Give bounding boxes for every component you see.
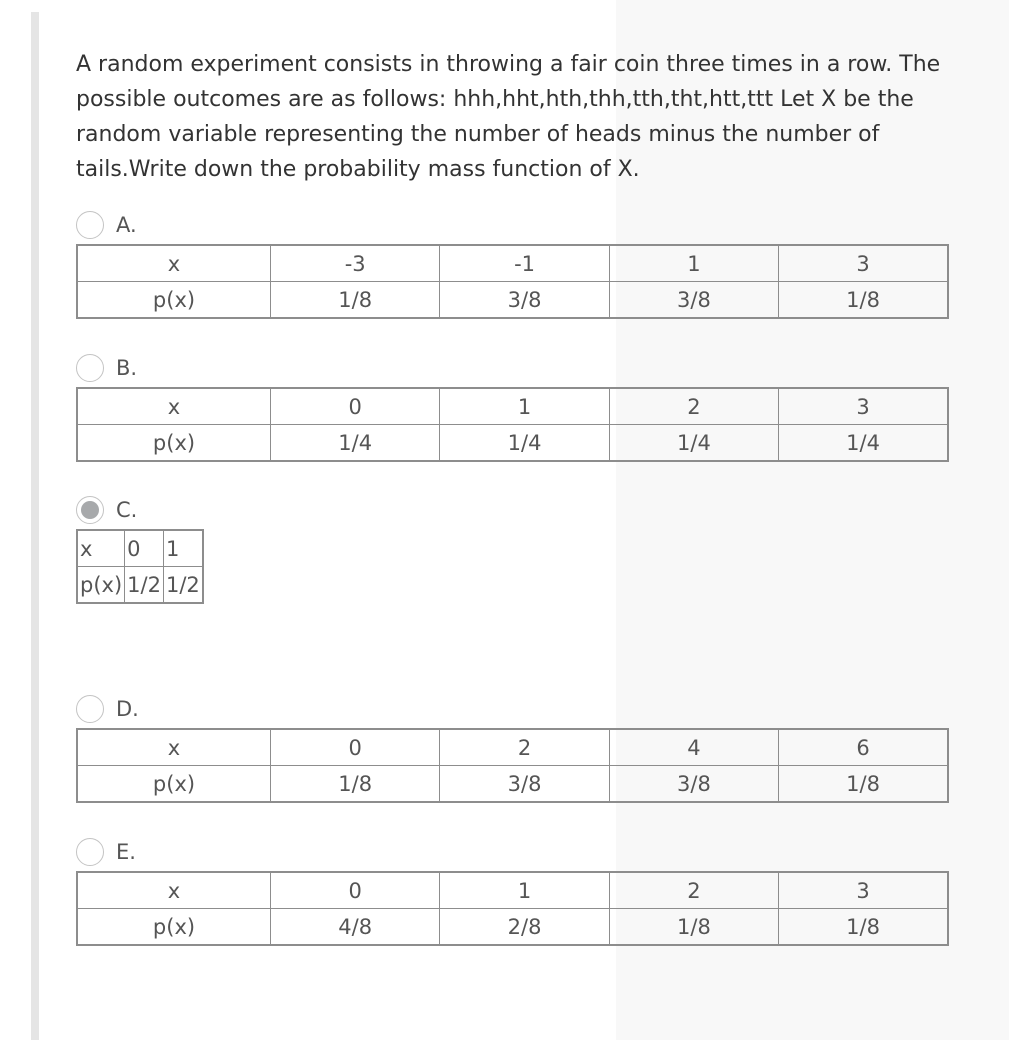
- option-a-head[interactable]: [76, 210, 949, 240]
- x-value-cell: 2: [609, 872, 778, 909]
- p-value-cell: 3/8: [609, 766, 778, 803]
- option-b-radio[interactable]: [76, 354, 104, 382]
- option-b-head[interactable]: [76, 353, 949, 383]
- p-value-cell: 1/2: [125, 567, 164, 604]
- x-value-cell: 0: [125, 530, 164, 567]
- x-header-cell: x: [77, 245, 271, 282]
- p-value-cell: 1/8: [609, 909, 778, 946]
- option-e-table: [76, 871, 949, 946]
- x-value-cell: 3: [779, 245, 948, 282]
- table-row: [77, 425, 948, 462]
- p-header-cell: p(x): [77, 766, 271, 803]
- option-d-radio[interactable]: [76, 695, 104, 723]
- option-b-table: [76, 387, 949, 462]
- table-row: [77, 567, 203, 604]
- x-value-cell: 1: [440, 872, 609, 909]
- x-value-cell: 0: [271, 388, 440, 425]
- p-header-cell: p(x): [77, 567, 125, 604]
- x-value-cell: 2: [609, 388, 778, 425]
- option-d-head[interactable]: [76, 694, 949, 724]
- option-e-radio[interactable]: [76, 838, 104, 866]
- option-a-label: A.: [116, 213, 137, 237]
- p-header-cell: p(x): [77, 909, 271, 946]
- x-header-cell: x: [77, 872, 271, 909]
- x-header-cell: x: [77, 388, 271, 425]
- table-row: [77, 245, 948, 282]
- p-value-cell: 1/8: [779, 282, 948, 319]
- p-value-cell: 1/8: [271, 282, 440, 319]
- p-value-cell: 3/8: [440, 282, 609, 319]
- x-value-cell: -3: [271, 245, 440, 282]
- option-e-head[interactable]: [76, 837, 949, 867]
- option-c-table: [76, 529, 204, 604]
- option-d-label: D.: [116, 697, 139, 721]
- option-d[interactable]: [76, 694, 949, 803]
- x-value-cell: 4: [609, 729, 778, 766]
- x-value-cell: 1: [440, 388, 609, 425]
- x-header-cell: x: [77, 729, 271, 766]
- table-row: [77, 766, 948, 803]
- option-c-radio-selected[interactable]: [76, 496, 104, 524]
- table-row: [77, 872, 948, 909]
- p-value-cell: 1/4: [779, 425, 948, 462]
- option-b-label: B.: [116, 356, 138, 380]
- table-row: [77, 909, 948, 946]
- table-row: [77, 282, 948, 319]
- p-header-cell: p(x): [77, 282, 271, 319]
- option-c[interactable]: [76, 495, 949, 604]
- option-a[interactable]: [76, 210, 949, 319]
- table-row: [77, 530, 203, 567]
- x-value-cell: 1: [609, 245, 778, 282]
- x-value-cell: -1: [440, 245, 609, 282]
- p-value-cell: 1/8: [271, 766, 440, 803]
- p-value-cell: 3/8: [440, 766, 609, 803]
- question-text: A random experiment consists in throwing a fair coin three times in a row. The possible outcomes are as follows: hhh,hht,hth,thh,tth,tht,htt,ttt Let X be the random variable representing the number of heads minus the number of tails.Write down the probability mass function of X.: [76, 52, 941, 182]
- option-a-radio[interactable]: [76, 211, 104, 239]
- p-value-cell: 1/4: [271, 425, 440, 462]
- p-header-cell: p(x): [77, 425, 271, 462]
- p-value-cell: 1/4: [440, 425, 609, 462]
- p-value-cell: 1/4: [609, 425, 778, 462]
- left-border-rule: [31, 12, 39, 1040]
- option-c-head[interactable]: [76, 495, 949, 525]
- x-value-cell: 3: [779, 872, 948, 909]
- x-value-cell: 1: [163, 530, 202, 567]
- x-value-cell: 6: [779, 729, 948, 766]
- option-e-label: E.: [116, 840, 136, 864]
- p-value-cell: 1/8: [779, 909, 948, 946]
- x-header-cell: x: [77, 530, 125, 567]
- p-value-cell: 2/8: [440, 909, 609, 946]
- option-c-label: C.: [116, 498, 138, 522]
- option-b[interactable]: [76, 353, 949, 462]
- p-value-cell: 1/2: [163, 567, 202, 604]
- p-value-cell: 4/8: [271, 909, 440, 946]
- table-row: [77, 388, 948, 425]
- option-a-table: [76, 244, 949, 319]
- x-value-cell: 3: [779, 388, 948, 425]
- option-e[interactable]: [76, 837, 949, 946]
- question-container: [76, 47, 949, 946]
- x-value-cell: 2: [440, 729, 609, 766]
- option-d-table: [76, 728, 949, 803]
- table-row: [77, 729, 948, 766]
- p-value-cell: 3/8: [609, 282, 778, 319]
- x-value-cell: 0: [271, 729, 440, 766]
- x-value-cell: 0: [271, 872, 440, 909]
- p-value-cell: 1/8: [779, 766, 948, 803]
